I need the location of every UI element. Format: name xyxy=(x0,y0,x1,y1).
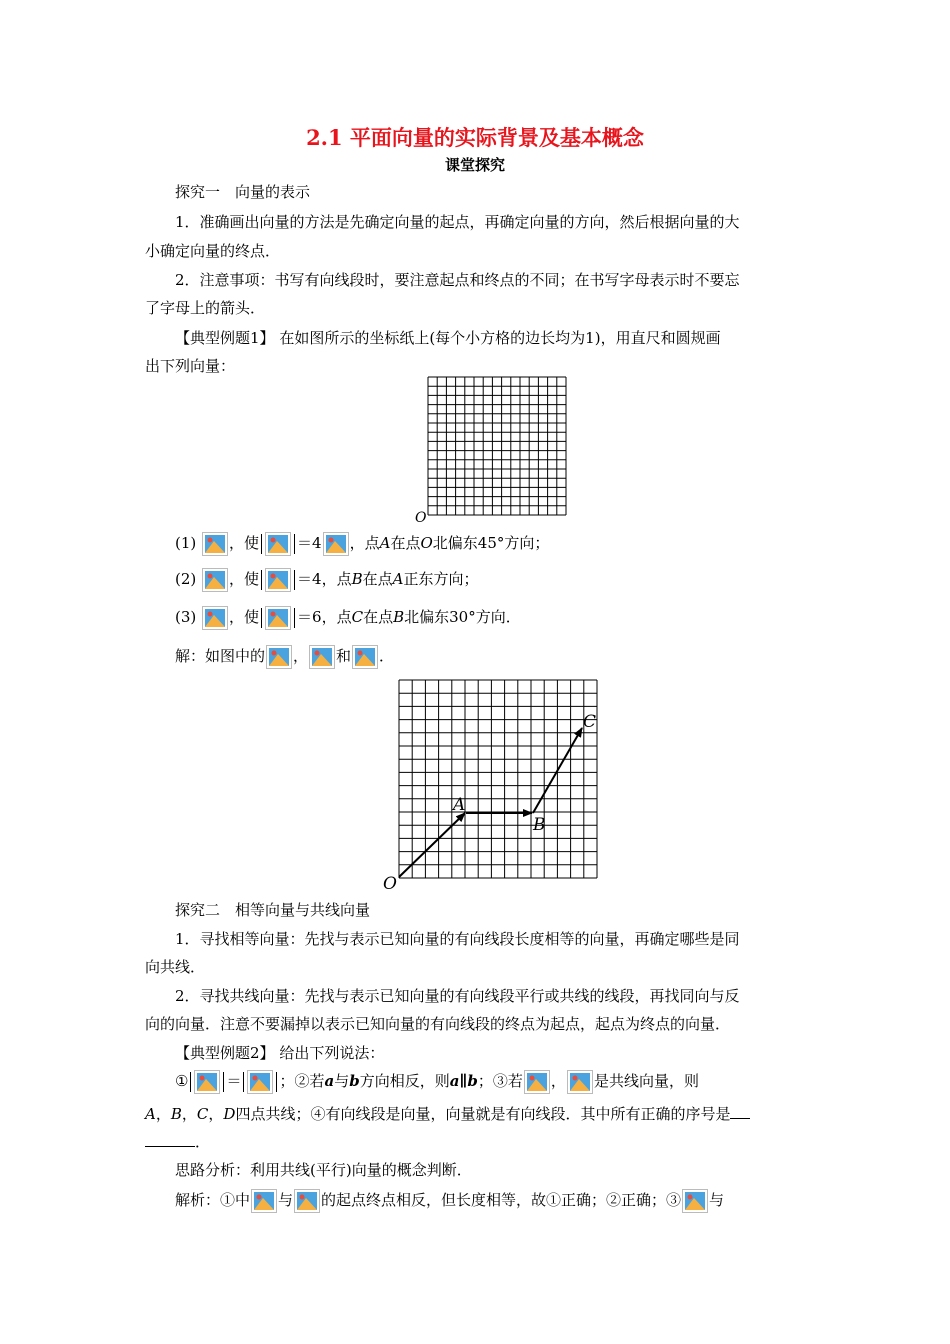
image-placeholder-icon xyxy=(524,1070,550,1094)
item2-text-b: ＝4，点 xyxy=(297,570,352,588)
example1-item3 xyxy=(175,606,815,630)
section2-p1a: 1．寻找相等向量：先找与表示已知向量的有向线段长度相等的向量，再确定哪些是同 xyxy=(175,930,740,948)
ex2-s2-mid: 与 xyxy=(334,1072,350,1090)
example2-solution xyxy=(175,1189,815,1213)
item2-point-b: B xyxy=(351,570,363,588)
item1-point-a: A xyxy=(379,534,391,552)
solution-text-c: 和 xyxy=(336,647,352,665)
example1-text-a: 在如图所示的坐标纸上(每个小方格的边长均为1)，用直尺和圆规画 xyxy=(279,329,721,347)
image-placeholder-icon xyxy=(323,532,349,556)
example1-label: 【典型例题1】 xyxy=(175,329,275,347)
item1-text-e: 北偏东45°方向； xyxy=(432,534,550,552)
solution-text-d: ． xyxy=(379,647,395,665)
page-title: 2.1 平面向量的实际背景及基本概念 xyxy=(306,125,644,150)
ex2-s1: ① xyxy=(175,1072,189,1090)
item1-text-b: ＝4 xyxy=(297,534,322,552)
image-placeholder-icon xyxy=(202,532,228,556)
answer-blank-2[interactable] xyxy=(145,1146,195,1147)
ex2-parallel: a∥b xyxy=(449,1072,478,1090)
section1-p1b: 小确定向量的终点． xyxy=(145,242,281,260)
section1-p2b: 了字母上的箭头． xyxy=(145,299,266,317)
ex2-s3-end: 是共线向量，则 xyxy=(593,1072,699,1090)
item1-text-a: ，使 xyxy=(229,534,260,552)
item1-text-c: ，点 xyxy=(349,534,380,552)
example1-item2 xyxy=(175,568,815,592)
ex2-point-d: D xyxy=(223,1105,236,1123)
example2-line1 xyxy=(175,1070,815,1094)
section1-heading: 探究一 向量的表示 xyxy=(175,183,311,201)
vector-oa xyxy=(399,813,465,877)
grid-figure-1 xyxy=(410,372,580,524)
example1-text-b: 出下列向量： xyxy=(145,357,236,375)
ex2-s3: ；③若 xyxy=(477,1072,523,1090)
example2-analysis: 思路分析：利用共线(平行)向量的概念判断． xyxy=(175,1161,472,1179)
example2-line3 xyxy=(145,1131,815,1153)
example1-intro xyxy=(175,327,815,349)
item2-text-c: 在点 xyxy=(362,570,393,588)
label-b: B xyxy=(533,815,546,835)
item1-point-o: O xyxy=(420,534,433,552)
answer-blank-1[interactable] xyxy=(730,1118,750,1119)
vector-figure-2 xyxy=(378,672,604,894)
section2-p2b: 向的向量．注意不要漏掉以表示已知向量的有向线段的终点为起点，起点为终点的向量． xyxy=(145,1015,731,1033)
item2-text-d: 正东方向； xyxy=(403,570,479,588)
ex2-point-b: B xyxy=(170,1105,182,1123)
item2-point-a: A xyxy=(392,570,404,588)
ex2-point-c: C xyxy=(196,1105,209,1123)
image-placeholder-icon xyxy=(352,645,378,669)
ex2-line2-text: 四点共线；④有向线段是向量，向量就是有向线段．其中所有正确的序号是 xyxy=(235,1105,731,1123)
item3-number: (3) xyxy=(175,608,197,626)
example2-label: 【典型例题2】 xyxy=(175,1044,275,1062)
ex2-point-a: A xyxy=(145,1105,156,1123)
ex2-s1-end: ；②若 xyxy=(279,1072,325,1090)
example2-line2 xyxy=(145,1103,815,1125)
image-placeholder-icon xyxy=(202,606,228,630)
image-placeholder-icon xyxy=(265,568,291,592)
image-placeholder-icon xyxy=(266,645,292,669)
label-o: O xyxy=(383,874,397,894)
ex2-vector-a: a xyxy=(324,1072,335,1090)
section2-heading: 探究二 相等向量与共线向量 xyxy=(175,901,371,919)
section2-p1b: 向共线． xyxy=(145,958,206,976)
image-placeholder-icon xyxy=(294,1189,320,1213)
image-placeholder-icon xyxy=(265,532,291,556)
label-c: C xyxy=(583,712,597,732)
ex2-sol-c: 的起点终点相反，但长度相等，故①正确；②正确；③ xyxy=(321,1191,682,1209)
page-subtitle: 课堂探究 xyxy=(444,156,505,174)
image-placeholder-icon xyxy=(251,1189,277,1213)
ex2-s2-end: 方向相反，则 xyxy=(359,1072,450,1090)
figure1-origin-label: O xyxy=(415,510,427,524)
item3-text-a: ，使 xyxy=(229,608,260,626)
item1-number: (1) xyxy=(175,534,197,552)
example2-intro xyxy=(175,1042,815,1064)
ex2-comma-3: ， xyxy=(208,1105,224,1123)
image-placeholder-icon xyxy=(567,1070,593,1094)
ex2-s3-comma: ， xyxy=(550,1072,566,1090)
ex2-comma-1: ， xyxy=(155,1105,171,1123)
item2-number: (2) xyxy=(175,570,197,588)
ex2-comma-2: ， xyxy=(181,1105,197,1123)
ex2-sol-b: 与 xyxy=(278,1191,294,1209)
section2-p2a: 2．寻找共线向量：先找与表示已知向量的有向线段平行或共线的线段，再找同向与反 xyxy=(175,987,740,1005)
solution-text-a: 解：如图中的 xyxy=(175,647,266,665)
solution-text-b: ， xyxy=(293,647,309,665)
image-placeholder-icon xyxy=(682,1189,708,1213)
example2-text: 给出下列说法： xyxy=(279,1044,385,1062)
image-placeholder-icon xyxy=(194,1070,220,1094)
item2-text-a: ，使 xyxy=(229,570,260,588)
image-placeholder-icon xyxy=(265,606,291,630)
image-placeholder-icon xyxy=(247,1070,273,1094)
ex2-eq: ＝ xyxy=(226,1072,242,1090)
image-placeholder-icon xyxy=(202,568,228,592)
label-a: A xyxy=(453,795,466,815)
item3-text-b: ＝6，点 xyxy=(297,608,352,626)
example1-solution xyxy=(175,645,815,669)
example1-item1 xyxy=(175,532,815,556)
item3-point-c: C xyxy=(351,608,364,626)
ex2-vector-b: b xyxy=(349,1072,360,1090)
item3-text-d: 北偏东30°方向． xyxy=(404,608,521,626)
section1-p2a: 2．注意事项：书写有向线段时，要注意起点和终点的不同；在书写字母表示时不要忘 xyxy=(175,271,740,289)
ex2-sol-a: 解析：①中 xyxy=(175,1191,251,1209)
section1-p1a: 1．准确画出向量的方法是先确定向量的起点，再确定向量的方向，然后根据向量的大 xyxy=(175,213,740,231)
item3-text-c: 在点 xyxy=(363,608,394,626)
item3-point-b: B xyxy=(393,608,405,626)
ex2-sol-d: 与 xyxy=(709,1191,725,1209)
grid-lines-1 xyxy=(428,377,566,515)
ex2-line3-end: ． xyxy=(195,1133,211,1151)
image-placeholder-icon xyxy=(309,645,335,669)
item1-text-d: 在点 xyxy=(390,534,421,552)
